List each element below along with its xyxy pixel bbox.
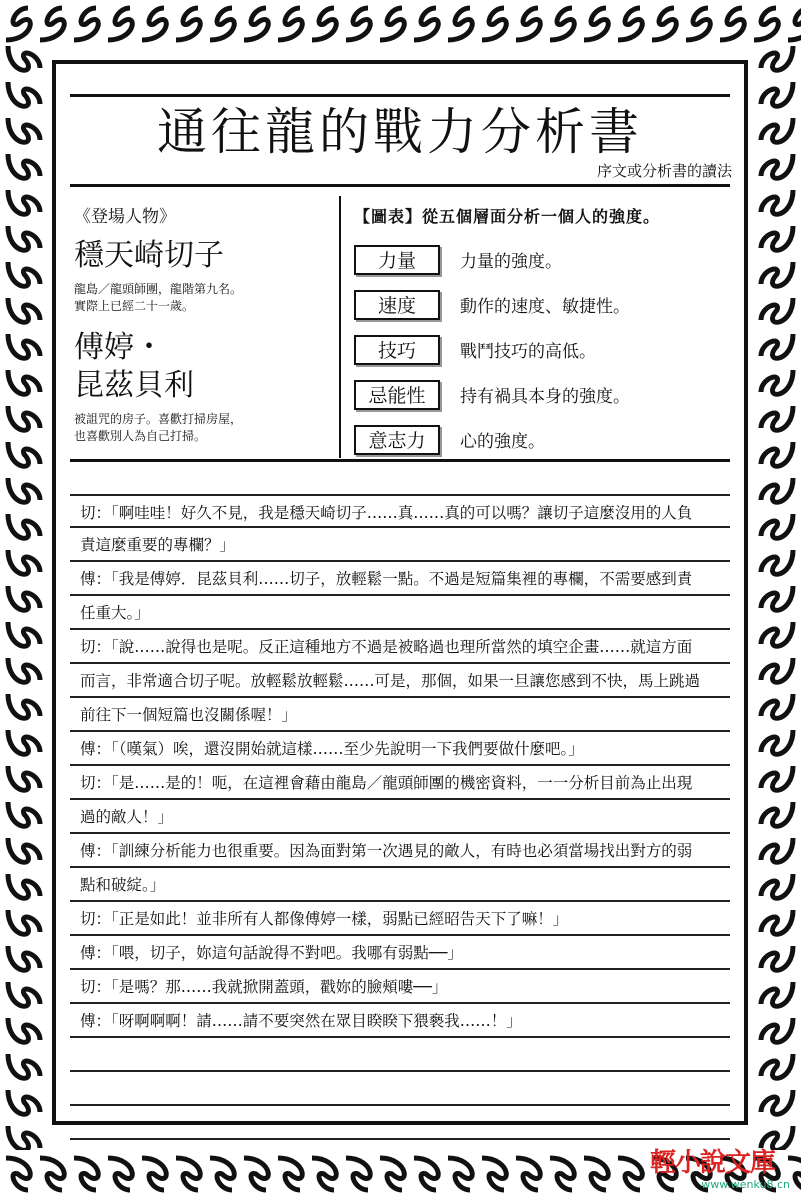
stat-label: 意志力: [354, 425, 440, 455]
stat-label: 速度: [354, 290, 440, 320]
dialogue-line: [70, 1038, 730, 1072]
stats-heading: 【圖表】從五個層面分析一個人的強度。: [354, 207, 661, 226]
title-bottom-rule: [70, 184, 730, 187]
dialogue-line: 前往下一個短篇也沒關係喔！」: [70, 698, 730, 732]
dialogue-line: 過的敵人！」: [70, 800, 730, 834]
dialogue-line: 點和破綻。」: [70, 868, 730, 902]
page-subtitle: 序文或分析書的讀法: [596, 162, 732, 180]
dialogue-line: [70, 1106, 730, 1140]
dialogue-line: 傅：「喂，切子，妳這句話說得不對吧。我哪有弱點──」: [70, 936, 730, 970]
dialogue-line: 切：「說……說得也是呢。反正這種地方不過是被略過也理所當然的填空企畫……就這方面: [70, 630, 730, 664]
character-name-line: 昆茲貝利: [74, 368, 194, 403]
ornamental-border-top: [0, 0, 801, 48]
stat-label: 技巧: [354, 335, 440, 365]
character-name: [74, 329, 346, 405]
characters-section: [74, 202, 346, 459]
character-futei: [74, 329, 346, 445]
character-desc-line: 被詛咒的房子。喜歡打掃房屋，: [74, 412, 243, 426]
dialogue-line: 傅：「（嘆氣）唉，還沒開始就這樣……至少先說明一下我們要做什麼吧。」: [70, 732, 730, 766]
section-rule: [70, 459, 730, 462]
dialogue-line: 而言，非常適合切子呢。放輕鬆放輕鬆……可是，那個，如果一旦讓您感到不快，馬上跳過: [70, 664, 730, 698]
dialogue-line: 切：「是嗎？那……我就掀開蓋頭，戳妳的臉頰嘍──」: [70, 970, 730, 1004]
dialogue-line: 傅：「訓練分析能力也很重要。因為面對第一次遇見的敵人，有時也必須當場找出對方的弱: [70, 834, 730, 868]
character-kiriko: [74, 237, 346, 315]
dialogue-line: 任重大。」: [70, 596, 730, 630]
dialogue-line: 傅：「我是傅婷．昆茲貝利……切子，放輕鬆一點。不過是短篇集裡的專欄，不需要感到責: [70, 562, 730, 596]
character-desc-line: 龍島／龍頭師團，龍階第九名。: [74, 282, 243, 296]
site-watermark: [650, 1148, 790, 1192]
title-top-rule: [70, 94, 730, 97]
page-title: 通往龍的戰力分析書: [157, 103, 643, 161]
stat-label: 忌能性: [354, 380, 440, 410]
character-name: 穩天崎切子: [74, 238, 224, 273]
character-description: [74, 281, 346, 315]
watermark-logo: 輕小說文庫: [650, 1148, 776, 1178]
stat-row-skill: [354, 327, 734, 372]
stat-description: 戰鬥技巧的高低。: [460, 342, 596, 362]
dialogue-lines: [70, 494, 730, 1140]
stat-row-will: [354, 417, 734, 462]
stat-row-speed: [354, 282, 734, 327]
stat-description: 持有禍具本身的強度。: [460, 387, 630, 407]
stats-legend: [354, 204, 734, 462]
column-divider: [339, 196, 341, 458]
watermark-url: www.wenku8.cn: [701, 1178, 790, 1191]
dialogue-line: 傅：「呀啊啊啊！請……請不要突然在眾目睽睽下猥褻我……！」: [70, 1004, 730, 1038]
document-frame: [52, 60, 748, 1125]
ornamental-border-left: [0, 40, 48, 1150]
stat-description: 動作的速度、敏捷性。: [460, 297, 630, 317]
dialogue-line: 切：「啊哇哇！好久不見，我是穩天崎切子……真……真的可以嗎？讓切子這麼沒用的人負: [70, 494, 730, 528]
character-desc-line: 也喜歡別人為自己打掃。: [74, 429, 207, 443]
dialogue-line: 切：「是……是的！呃，在這裡會藉由龍島／龍頭師團的機密資料，一一分析目前為止出現: [70, 766, 730, 800]
dialogue-line: 責這麼重要的專欄？」: [70, 528, 730, 562]
characters-heading: 《登場人物》: [74, 207, 176, 227]
dialogue-line: 切：「正是如此！並非所有人都像傅婷一樣，弱點已經昭告天下了嘛！」: [70, 902, 730, 936]
character-description: [74, 411, 346, 445]
stat-description: 力量的強度。: [460, 252, 562, 272]
stat-label: 力量: [354, 245, 440, 275]
stat-row-strength: [354, 237, 734, 282]
stat-row-taboo: [354, 372, 734, 417]
character-desc-line: 實際上已經二十一歲。: [74, 299, 195, 313]
character-name-line: 傅婷・: [74, 330, 164, 365]
ornamental-border-right: [753, 40, 801, 1150]
stat-description: 心的強度。: [460, 432, 545, 452]
dialogue-line: [70, 1072, 730, 1106]
